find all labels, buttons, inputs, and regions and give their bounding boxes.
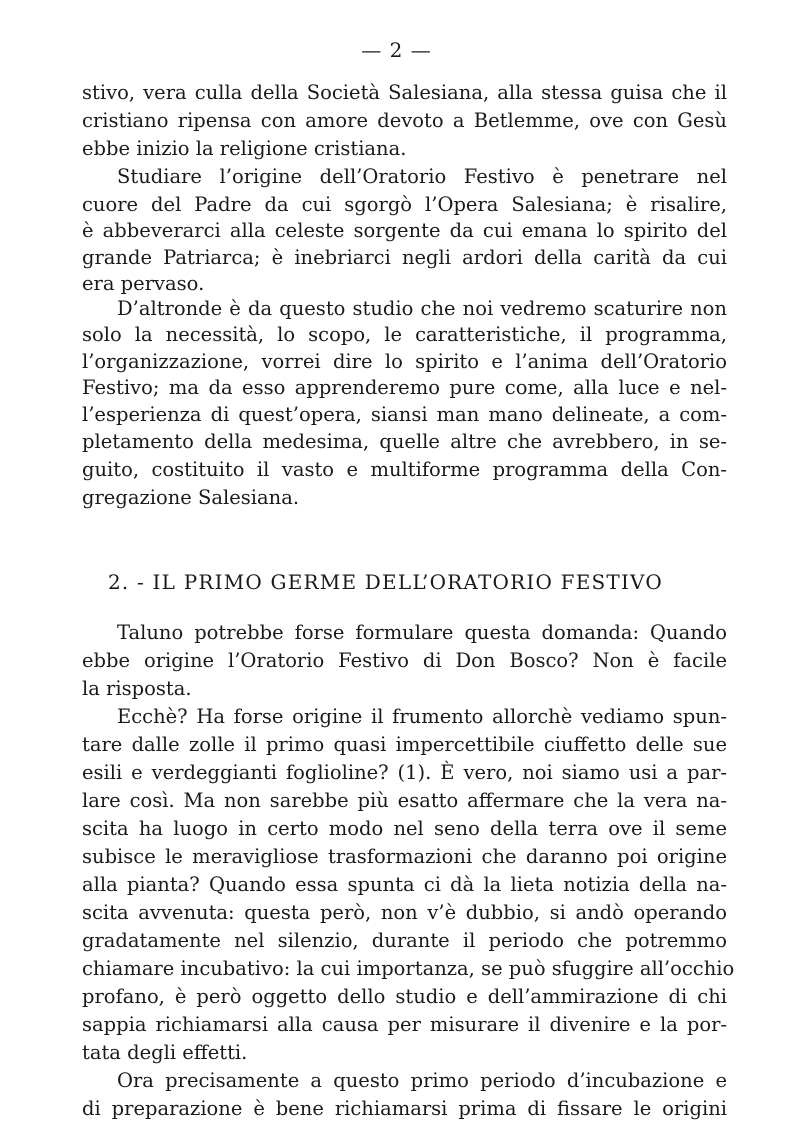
text-line: grande Patriarca; è inebriarci negli ardori della carità da cui bbox=[82, 246, 727, 269]
text-line: cristiano ripensa con amore devoto a Betlemme, ove con Gesù bbox=[82, 109, 727, 132]
text-line: esili e verdeggianti foglioline? (1). È vero, noi siamo usi a par- bbox=[82, 761, 727, 784]
text-line: Taluno potrebbe forse formulare questa domanda: Quando bbox=[117, 621, 727, 644]
text-line: alla pianta? Quando essa spunta ci dà la lieta notizia della na- bbox=[82, 873, 727, 896]
text-line: scita ha luogo in certo modo nel seno della terra ove il seme bbox=[82, 817, 727, 840]
text-line: tata degli effetti. bbox=[82, 1041, 248, 1064]
text-line: D’altronde è da questo studio che noi vedremo scaturire non bbox=[117, 297, 727, 320]
text-line: era pervaso. bbox=[82, 272, 205, 295]
text-line: l’esperienza di quest’opera, siansi man mano delineate, a com- bbox=[82, 403, 727, 426]
text-line: ebbe inizio la religione cristiana. bbox=[82, 137, 407, 160]
text-line: l’organizzazione, vorrei dire lo spirito e l’anima dell’Oratorio bbox=[82, 350, 727, 373]
text-line: Ecchè? Ha forse origine il frumento allorchè vediamo spun- bbox=[117, 705, 727, 728]
text-line: stivo, vera culla della Società Salesiana, alla stessa guisa che il bbox=[82, 81, 727, 104]
text-line: guito, costituito il vasto e multiforme programma della Con- bbox=[82, 458, 727, 481]
text-line: sappia richiamarsi alla causa per misurare il divenire e la por- bbox=[82, 1013, 727, 1036]
text-line: chiamare incubativo: la cui importanza, se può sfuggire all’occhio bbox=[82, 957, 735, 980]
text-line: profano, è però oggetto dello studio e dell’ammirazione di chi bbox=[82, 985, 727, 1008]
text-line: ebbe origine l’Oratorio Festivo di Don Bosco? Non è facile bbox=[82, 649, 727, 672]
text-line: la risposta. bbox=[82, 677, 192, 700]
text-line: lare così. Ma non sarebbe più esatto affermare che la vera na- bbox=[82, 789, 727, 812]
text-line: è abbeverarci alla celeste sorgente da cui emana lo spirito del bbox=[82, 219, 727, 242]
text-line: tare dalle zolle il primo quasi impercettibile ciuffetto delle sue bbox=[82, 733, 727, 756]
text-line: subisce le meravigliose trasformazioni che daranno poi origine bbox=[82, 845, 727, 868]
text-line: solo la necessità, lo scopo, le caratteristiche, il programma, bbox=[82, 323, 727, 346]
text-line: pletamento della medesima, quelle altre che avrebbero, in se- bbox=[82, 430, 727, 453]
text-line: gregazione Salesiana. bbox=[82, 486, 300, 509]
text-line: Ora precisamente a questo primo periodo d’incubazione e bbox=[117, 1069, 727, 1092]
section-heading: 2. - IL PRIMO GERME DELL’ORATORIO FESTIVO bbox=[108, 570, 663, 594]
page-number: — 2 — bbox=[361, 38, 432, 62]
text-line: di preparazione è bene richiamarsi prima di fissare le origini bbox=[82, 1097, 727, 1120]
text-line: cuore del Padre da cui sgorgò l’Opera Salesiana; è risalire, bbox=[82, 193, 727, 216]
text-line: gradatamente nel silenzio, durante il periodo che potremmo bbox=[82, 929, 727, 952]
text-line: scita avvenuta: questa però, non v’è dubbio, si andò operando bbox=[82, 901, 727, 924]
text-line: Festivo; ma da esso apprenderemo pure come, alla luce e nel- bbox=[82, 376, 727, 399]
text-line: Studiare l’origine dell’Oratorio Festivo è penetrare nel bbox=[117, 165, 727, 188]
